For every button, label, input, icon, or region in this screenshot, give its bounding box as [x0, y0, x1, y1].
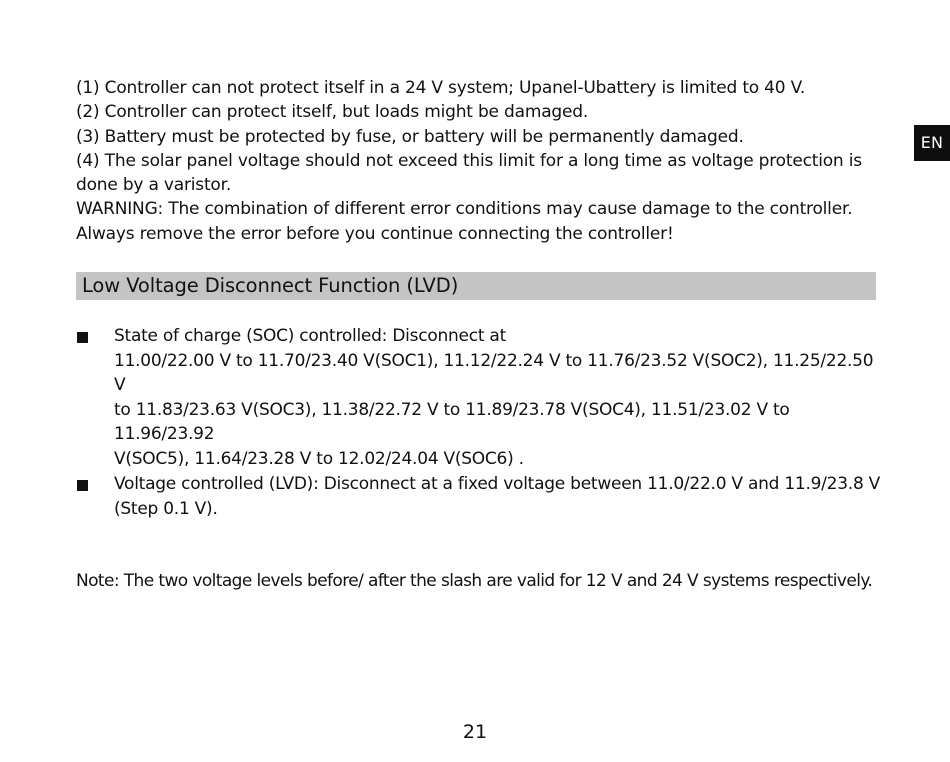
page-content	[76, 76, 886, 610]
bullet-line: (Step 0.1 V).	[114, 498, 218, 519]
warning-line-1: WARNING: The combination of different error conditions may cause damage to the controller.	[76, 199, 853, 220]
note-3: (3) Battery must be protected by fuse, or battery will be permanently damaged.	[76, 126, 744, 147]
bullet-line: Voltage controlled (LVD): Disconnect at a fixed voltage between 11.0/22.0 V and 11.9/23.8 V	[114, 474, 881, 495]
language-tab-en: EN	[914, 125, 950, 161]
square-bullet-icon	[77, 480, 88, 491]
bullet-line: to 11.83/23.63 V(SOC3), 11.38/22.72 V to 11.89/23.78 V(SOC4), 11.51/23.02 V to 11.96/23.92	[114, 399, 790, 445]
footnote: Note: The two voltage levels before/ after the slash are valid for 12 V and 24 V systems respectively.	[76, 571, 873, 592]
section-heading: Low Voltage Disconnect Function (LVD)	[76, 272, 876, 300]
warning-line-2: Always remove the error before you continue connecting the controller!	[76, 223, 674, 244]
bullet-line: 11.00/22.00 V to 11.70/23.40 V(SOC1), 11.12/22.24 V to 11.76/23.52 V(SOC2), 11.25/22.50 V	[114, 350, 874, 396]
bullet-line: V(SOC5), 11.64/23.28 V to 12.02/24.04 V(SOC6) .	[114, 448, 524, 469]
lvd-bullet-list	[76, 324, 886, 521]
bullet-line: State of charge (SOC) controlled: Disconnect at	[114, 326, 506, 347]
square-bullet-icon	[77, 332, 88, 343]
note-4: (4) The solar panel voltage should not exceed this limit for a long time as voltage protection is done by a varistor.	[76, 150, 862, 196]
page-number: 21	[462, 721, 488, 743]
note-1: (1) Controller can not protect itself in a 24 V system; Upanel-Ubattery is limited to 40 V.	[76, 78, 806, 98]
bullet-voltage-controlled	[76, 472, 886, 521]
bullet-soc-controlled	[76, 324, 886, 471]
notes-list	[76, 76, 886, 246]
note-2: (2) Controller can protect itself, but loads might be damaged.	[76, 102, 589, 123]
